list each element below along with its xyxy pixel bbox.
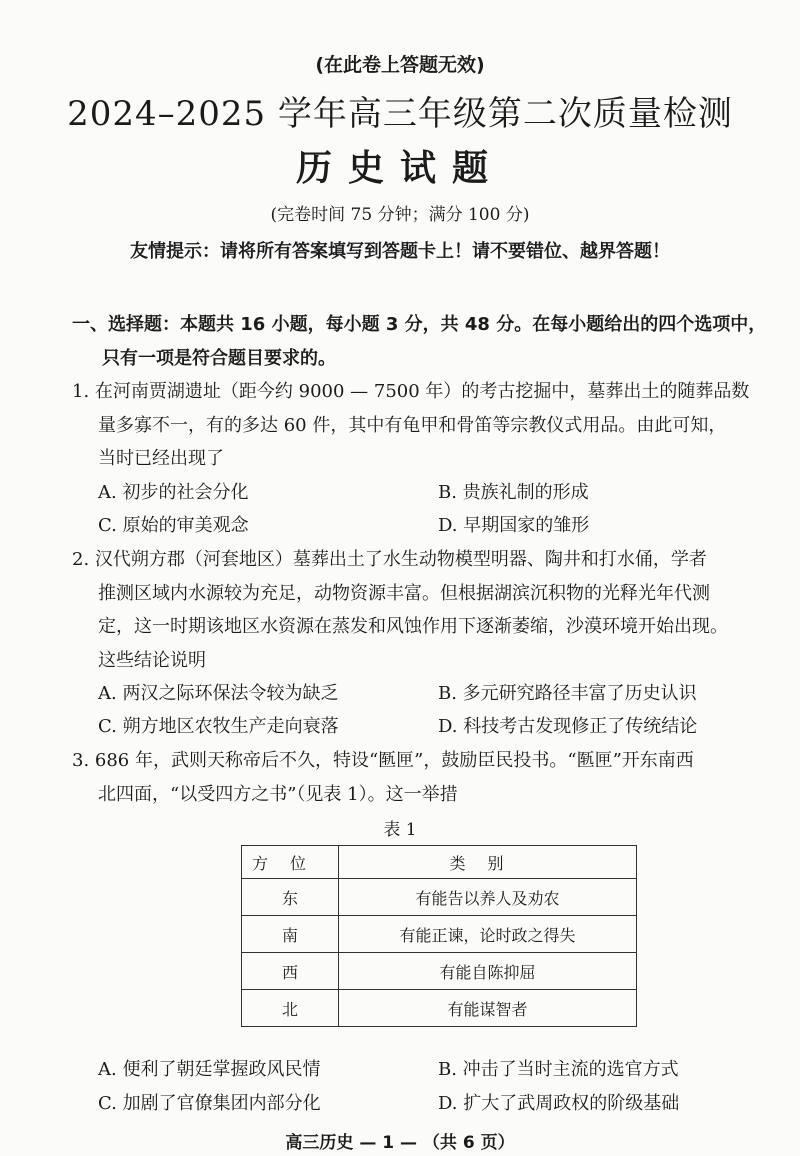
table-cell: 有能谋智者 xyxy=(339,990,637,1027)
table-cell: 有能自陈抑屈 xyxy=(339,953,637,990)
table-row xyxy=(242,953,637,990)
table-cell: 东 xyxy=(242,879,339,916)
exam-title: 2024–2025 学年高三年级第二次质量检测 xyxy=(67,94,733,134)
table-cell: 北 xyxy=(242,990,339,1027)
option-d: D. 科技考古发现修正了传统结论 xyxy=(438,716,698,737)
table-cell: 西 xyxy=(242,953,339,990)
friendly-tip: 友情提示：请将所有答案填写到答题卡上！请不要错位、越界答题！ xyxy=(130,241,670,262)
question-text-line: 北四面，“以受四方之书”（见表 1）。这一举措 xyxy=(98,784,458,805)
section-heading: 一、选择题：本题共 16 小题，每小题 3 分，共 48 分。在每小题给出的四个选项中， xyxy=(72,314,767,335)
section-heading-cont: 只有一项是符合题目要求的。 xyxy=(102,348,336,369)
question-text-line: 定，这一时期该地区水资源在蒸发和风蚀作用下逐渐萎缩，沙漠环境开始出现。 xyxy=(98,616,728,637)
direction-category-table xyxy=(241,845,637,1027)
table-row xyxy=(242,990,637,1027)
table-row xyxy=(242,879,637,916)
subject-title: 历史试题 xyxy=(295,148,504,189)
table-header-row xyxy=(242,846,637,879)
table-cell: 南 xyxy=(242,916,339,953)
question-text-line: 3. 686 年，武则天称帝后不久，特设“匦匣”，鼓励臣民投书。“匦匣”开东南西 xyxy=(72,750,694,771)
table-header-cell: 方位 xyxy=(242,846,339,879)
table-caption: 表 1 xyxy=(383,820,417,840)
question-text-line: 2. 汉代朔方郡（河套地区）墓葬出土了水生动物模型明器、陶井和打水俑，学者 xyxy=(72,549,707,570)
question-text-line: 量多寡不一，有的多达 60 件，其中有龟甲和骨笛等宗教仪式用品。由此可知， xyxy=(98,415,727,436)
option-b: B. 贵族礼制的形成 xyxy=(438,482,589,503)
exam-duration: (完卷时间 75 分钟；满分 100 分) xyxy=(270,205,530,225)
option-c: C. 加剧了官僚集团内部分化 xyxy=(98,1093,321,1114)
question-text-line: 推测区域内水源较为充足，动物资源丰富。但根据湖滨沉积物的光释光年代测 xyxy=(98,583,710,604)
invalid-answer-notice: (在此卷上答题无效) xyxy=(315,54,485,76)
table-row xyxy=(242,916,637,953)
table-cell: 有能告以养人及劝农 xyxy=(339,879,637,916)
option-c: C. 朔方地区农牧生产走向衰落 xyxy=(98,716,339,737)
option-d: D. 早期国家的雏形 xyxy=(438,515,590,536)
table-header-cell: 类别 xyxy=(339,846,637,879)
option-c: C. 原始的审美观念 xyxy=(98,515,249,536)
option-a: A. 初步的社会分化 xyxy=(98,482,249,503)
question-text-line: 这些结论说明 xyxy=(98,650,206,671)
question-text-line: 当时已经出现了 xyxy=(98,448,224,469)
option-a: A. 便利了朝廷掌握政风民情 xyxy=(98,1059,321,1080)
option-b: B. 多元研究路径丰富了历史认识 xyxy=(438,683,697,704)
table-cell: 有能正谏，论时政之得失 xyxy=(339,916,637,953)
option-a: A. 两汉之际环保法令较为缺乏 xyxy=(98,683,339,704)
page-footer: 高三历史 — 1 — （共 6 页） xyxy=(285,1133,515,1153)
question-text-line: 1. 在河南贾湖遗址（距今约 9000 — 7500 年）的考古挖掘中，墓葬出土的随葬品数 xyxy=(72,381,750,402)
option-b: B. 冲击了当时主流的选官方式 xyxy=(438,1059,679,1080)
option-d: D. 扩大了武周政权的阶级基础 xyxy=(438,1093,680,1114)
